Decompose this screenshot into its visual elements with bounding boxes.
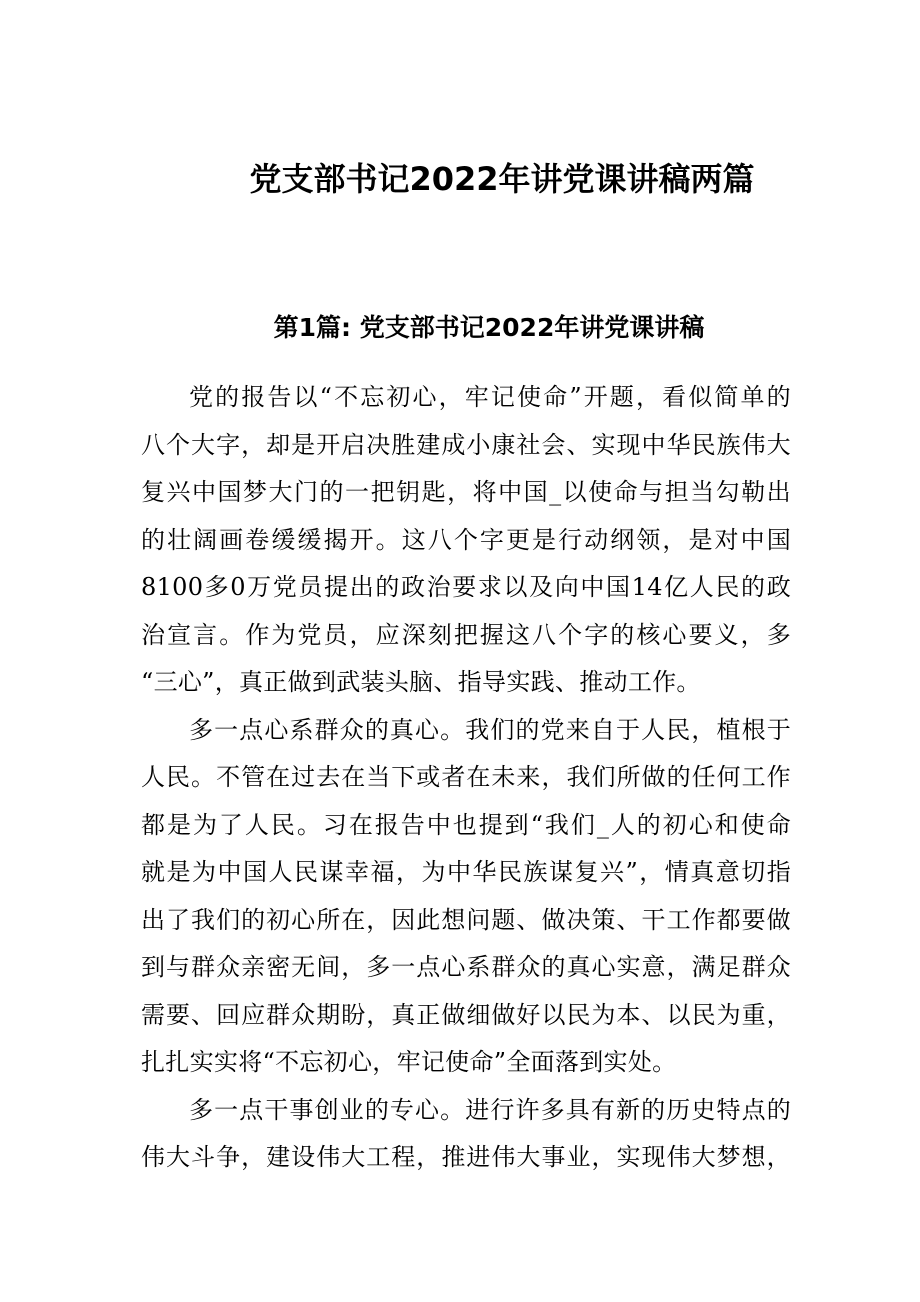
text-line: 党的报告以“不忘初心，牢记使命”开题，看似简单的 bbox=[189, 383, 791, 411]
text-line: 就是为中国人民谋幸福，为中华民族谋复兴”，情真意切指 bbox=[141, 858, 791, 886]
document-title: 党支部书记2022年讲党课讲稿两篇 bbox=[249, 160, 755, 198]
paragraph-1 bbox=[141, 374, 791, 707]
text-line: 多一点干事创业的专心。进行许多具有新的历史特点的 bbox=[189, 1095, 791, 1124]
text-line: 到与群众亲密无间，多一点心系群众的真心实意，满足群众 bbox=[141, 953, 791, 981]
text-line: 8100多0万党员提出的政治要求以及向中国14亿人民的政 bbox=[141, 573, 791, 601]
text-line: 扎扎实实将“不忘初心，牢记使命”全面落到实处。 bbox=[141, 1048, 677, 1076]
text-line: 需要、回应群众期盼，真正做细做好以民为本、以民为重， bbox=[141, 1000, 791, 1029]
text-line: 出了我们的初心所在，因此想问题、做决策、干工作都要做 bbox=[141, 905, 791, 934]
document-body bbox=[141, 374, 791, 1182]
text-line: 多一点心系群众的真心。我们的党来自于人民，植根于 bbox=[189, 715, 791, 744]
text-line: 的壮阔画卷缓缓揭开。这八个字更是行动纲领，是对中国 bbox=[141, 525, 791, 554]
text-line: 八个大字，却是开启决胜建成小康社会、实现中华民族伟大 bbox=[141, 430, 791, 459]
paragraph-2 bbox=[141, 707, 791, 1087]
text-line: 复兴中国梦大门的一把钥匙，将中国_以使命与担当勾勒出 bbox=[141, 478, 791, 506]
text-line: 人民。不管在过去在当下或者在未来，我们所做的任何工作 bbox=[141, 763, 791, 791]
section-title: 第1篇: 党支部书记2022年讲党课讲稿 bbox=[273, 313, 705, 342]
text-line: 都是为了人民。习在报告中也提到“我们_人的初心和使命 bbox=[141, 810, 791, 839]
text-line: 伟大斗争，建设伟大工程，推进伟大事业，实现伟大梦想， bbox=[141, 1143, 791, 1171]
text-line: 治宣言。作为党员，应深刻把握这八个字的核心要义，多 bbox=[141, 620, 791, 649]
paragraph-3 bbox=[141, 1087, 791, 1182]
text-line: “三心”，真正做到武装头脑、指导实践、推动工作。 bbox=[141, 668, 701, 696]
